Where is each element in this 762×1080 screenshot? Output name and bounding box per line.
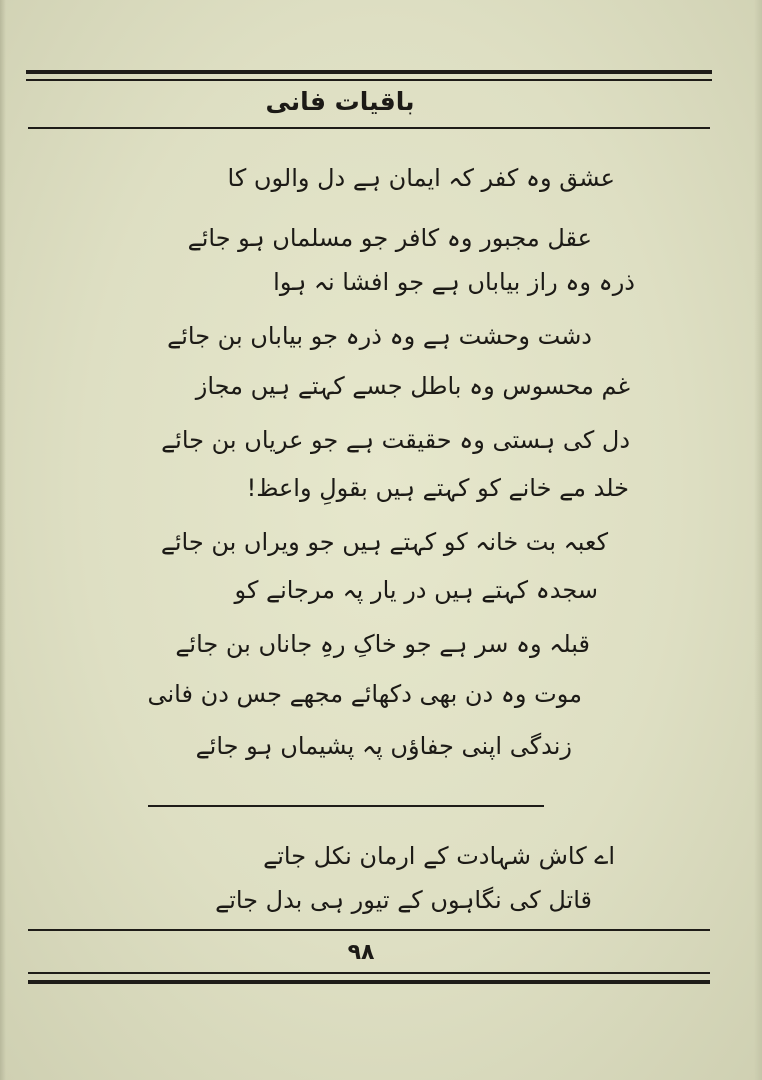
couplet-line: اے کاش شہادت کے ارمان نکل جاتے xyxy=(263,842,615,870)
footer-rule-thick xyxy=(28,980,710,984)
poem-line: زندگی اپنی جفاؤں پہ پشیماں ہو جائے xyxy=(195,732,572,760)
poem-line: دل کی ہستی وہ حقیقت ہے جو عریاں بن جائے xyxy=(161,426,630,454)
poem-line: موت وہ دن بھی دکھائے مجھے جس دن فانی xyxy=(147,680,582,708)
footer-rule-top xyxy=(28,929,710,931)
page-number: ۹۸ xyxy=(347,940,375,965)
poem-line: عقل مجبور وہ کافر جو مسلماں ہو جائے xyxy=(187,224,592,252)
poem-line: خلد مے خانے کو کہتے ہیں بقولِ واعظ! xyxy=(246,474,629,502)
poem-line: دشت وحشت ہے وہ ذرہ جو بیاباں بن جائے xyxy=(167,322,592,350)
running-header-title: باقیات فانی xyxy=(265,87,415,116)
header-underline xyxy=(28,127,710,129)
poem-line: سجدہ کہتے ہیں در یار پہ مرجانے کو xyxy=(234,576,598,604)
top-rule-thick xyxy=(26,70,712,74)
couplet-line: قاتل کی نگاہوں کے تیور ہی بدل جاتے xyxy=(215,886,592,914)
poem-line: غم محسوس وہ باطل جسے کہتے ہیں مجاز xyxy=(195,372,630,400)
page-edge-right xyxy=(754,0,762,1080)
page-edge-left xyxy=(0,0,6,1080)
poem-line: ذرہ وہ راز بیاباں ہے جو افشا نہ ہوا xyxy=(273,268,635,296)
poem-line: قبلہ وہ سر ہے جو خاکِ رہِ جاناں بن جائے xyxy=(175,630,590,658)
poem-line: کعبہ بت خانہ کو کہتے ہیں جو ویراں بن جائے xyxy=(160,528,608,556)
section-divider xyxy=(148,805,544,807)
poem-line: عشق وہ کفر کہ ایمان ہے دل والوں کا xyxy=(227,164,615,192)
footer-rule-thin xyxy=(28,972,710,974)
